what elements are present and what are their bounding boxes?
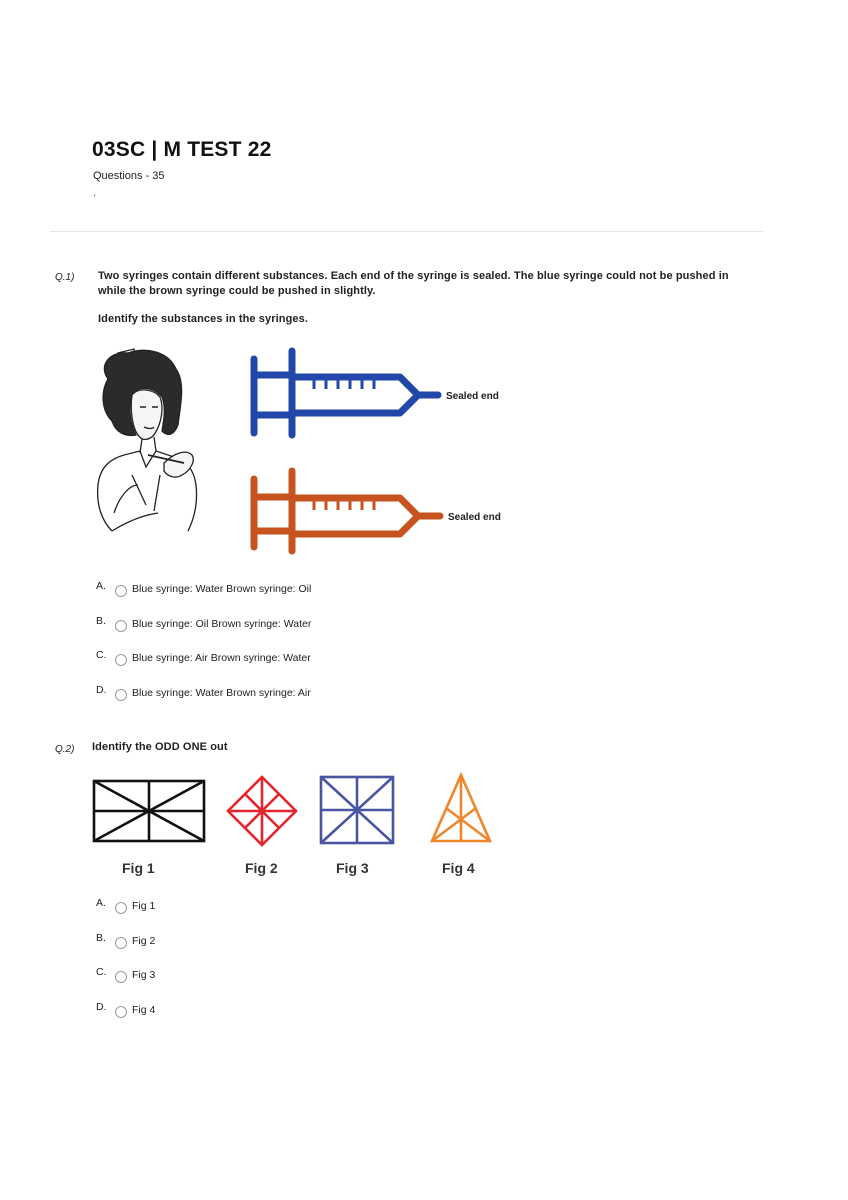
option-letter: C. (96, 649, 107, 661)
page-title: 03SC | M TEST 22 (92, 138, 272, 161)
fig4-label: Fig 4 (442, 860, 475, 876)
fig3-shape (321, 777, 393, 843)
sealed-end-label-brown: Sealed end (448, 512, 501, 523)
option-b[interactable] (96, 616, 311, 632)
option-b[interactable] (96, 933, 155, 949)
questions-count: Questions - 35 (93, 170, 165, 182)
option-text: Blue syringe: Air Brown syringe: Water (132, 652, 311, 664)
option-text: Fig 4 (132, 1004, 156, 1016)
option-c[interactable] (96, 650, 311, 666)
radio-button[interactable] (115, 620, 127, 632)
option-letter: B. (96, 615, 106, 627)
fig2-label: Fig 2 (245, 860, 278, 876)
option-text: Blue syringe: Water Brown syringe: Oil (132, 583, 312, 595)
question-number: Q.1) (55, 272, 75, 283)
sealed-end-label-blue: Sealed end (446, 391, 499, 402)
option-d[interactable] (96, 685, 311, 701)
option-letter: B. (96, 932, 106, 944)
option-text: Fig 2 (132, 935, 156, 947)
fig1-shape (94, 781, 204, 841)
question-number: Q.2) (55, 744, 75, 755)
option-text: Fig 3 (132, 969, 156, 981)
option-text: Blue syringe: Oil Brown syringe: Water (132, 618, 312, 630)
option-text: Fig 1 (132, 900, 156, 912)
fig1-label: Fig 1 (122, 860, 155, 876)
option-c[interactable] (96, 967, 155, 983)
question-prompt: Identify the substances in the syringes. (98, 313, 308, 325)
radio-button[interactable] (115, 937, 127, 949)
option-letter: A. (96, 897, 106, 909)
radio-button[interactable] (115, 1006, 127, 1018)
fig3-label: Fig 3 (336, 860, 369, 876)
radio-button[interactable] (115, 689, 127, 701)
option-letter: D. (96, 684, 107, 696)
header-dot: . (93, 187, 97, 199)
radio-button[interactable] (115, 585, 127, 597)
question-text: Two syringes contain different substances. Each end of the syringe is sealed. The blue syringe could not be pushed in while the brown syringe could be pushed in slightly. (98, 270, 729, 297)
syringe-figure (88, 335, 518, 565)
option-a[interactable] (96, 581, 311, 597)
option-d[interactable] (96, 1002, 155, 1018)
option-letter: D. (96, 1001, 107, 1013)
odd-one-out-figure (88, 765, 518, 885)
option-a[interactable] (96, 898, 155, 914)
option-letter: A. (96, 580, 106, 592)
radio-button[interactable] (115, 971, 127, 983)
header-divider (50, 231, 764, 232)
option-text: Blue syringe: Water Brown syringe: Air (132, 687, 311, 699)
question-text: Identify the ODD ONE out (92, 741, 228, 753)
option-letter: C. (96, 966, 107, 978)
radio-button[interactable] (115, 654, 127, 666)
radio-button[interactable] (115, 902, 127, 914)
